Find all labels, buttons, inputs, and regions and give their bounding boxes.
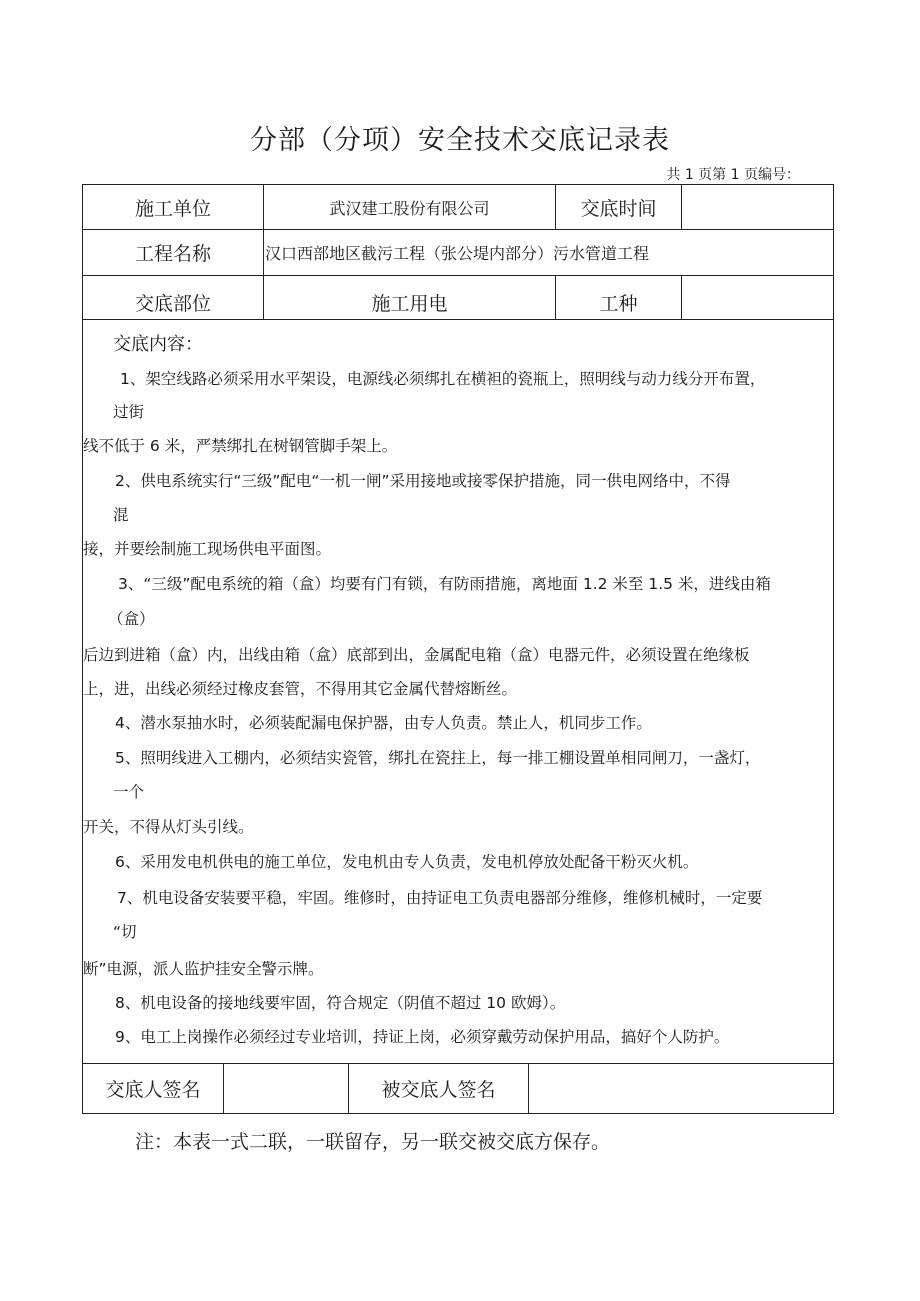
discloser-signature-field <box>224 1064 348 1113</box>
footnote: 注：本表一式二联，一联留存，另一联交被交底方保存。 <box>135 1131 611 1153</box>
page-title: 分部（分项）安全技术交底记录表 <box>250 125 670 156</box>
content-line: 8、机电设备的接地线要牢固，符合规定（阴值不超过 10 欧姆）。 <box>115 994 566 1012</box>
content-line: 6、采用发电机供电的施工单位，发电机由专人负责，发电机停放处配备干粉灭火机。 <box>115 853 699 871</box>
content-line: 过街 <box>113 403 145 421</box>
discloser-signature-label: 交底人签名 <box>105 1079 201 1101</box>
content-line: 7、机电设备安装要平稳，牢固。维修时，由持证电工负责电器部分维修，维修机械时，一定要 <box>117 889 763 907</box>
content-line: 5、照明线进入工棚内，必须结实瓷管，绑扎在瓷拄上，每一排工棚设置单相同闸刀，一盏灯， <box>115 749 761 767</box>
receiver-signature-label: 被交底人签名 <box>381 1079 496 1101</box>
content-line: 开关，不得从灯头引线。 <box>83 818 254 836</box>
content-heading: 交底内容： <box>113 334 203 355</box>
record-table <box>82 184 834 1114</box>
content-line: （盒） <box>108 610 155 628</box>
content-line: 1、架空线路必须采用水平架设，电源线必须绑扎在横袒的瓷瓶上，照明线与动力线分开布置， <box>120 370 766 388</box>
disclosure-part-value: 施工用电 <box>371 292 448 315</box>
trade-value <box>682 276 833 320</box>
disclosure-part-label: 交底部位 <box>134 292 211 315</box>
content-line: “切 <box>113 923 137 941</box>
content-line: 线不低于 6 米，严禁绑扎在树钢管脚手架上。 <box>83 437 398 455</box>
content-line: 4、潜水泵抽水时，必须装配漏电保护器，由专人负责。禁止人，机同步工作。 <box>115 714 652 732</box>
trade-label: 工种 <box>599 292 638 315</box>
content-line: 2、供电系统实行“三级”配电“一机一闸”采用接地或接零保护措施，同一供电网络中，不得 <box>115 472 731 490</box>
content-line: 后边到进箱（盒）内，出线由箱（盒）底部到出，金属配电箱（盒）电器元件，必须设置在绝缘板 <box>83 646 750 664</box>
content-line: 一个 <box>113 783 145 801</box>
page-number-info: 共 1 页第 1 页编号： <box>666 167 800 183</box>
content-line: 9、电工上岗操作必须经过专业培训，持证上岗，必须穿戴劳动保护用品，搞好个人防护。 <box>115 1028 730 1046</box>
construction-unit-value: 武汉建工股份有限公司 <box>329 198 490 218</box>
content-line: 3、“三级”配电系统的箱（盒）均要有门有锁，有防雨措施，离地面 1.2 米至 1.5 米，进线由箱 <box>118 575 771 593</box>
content-line: 断”电源，派人监护挂安全警示牌。 <box>83 960 324 978</box>
content-line: 接，并要绘制施工现场供电平面图。 <box>83 540 332 558</box>
project-name-label: 工程名称 <box>134 243 211 265</box>
disclosure-time-label: 交底时间 <box>580 197 657 220</box>
construction-unit-label: 施工单位 <box>134 197 211 220</box>
content-line: 混 <box>113 506 129 524</box>
project-name-value: 汉口西部地区截污工程（张公堤内部分）污水管道工程 <box>265 244 650 263</box>
disclosure-time-value <box>682 185 833 229</box>
receiver-signature-field <box>529 1064 833 1113</box>
content-line: 上，进，出线必须经过橡皮套管，不得用其它金属代替熔断丝。 <box>83 680 518 698</box>
